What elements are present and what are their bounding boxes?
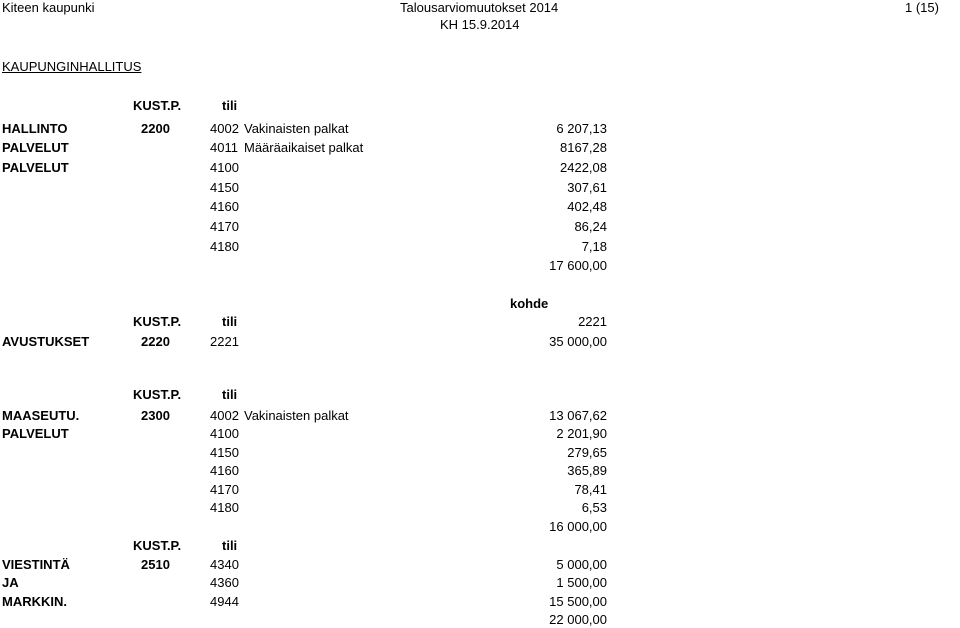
kustp-cell: 2200 [141, 121, 170, 136]
account-cell: 2221 [210, 334, 239, 349]
kustp-cell: 2510 [141, 557, 170, 572]
account-cell: 4180 [210, 239, 239, 254]
block3-total: 16 000,00 [549, 519, 607, 534]
amount-cell: 15 500,00 [549, 594, 607, 609]
amount-cell: 2 201,90 [556, 426, 607, 441]
desc-cell: Vakinaisten palkat [244, 408, 349, 423]
tili-header: tili [222, 387, 238, 402]
block4-total: 22 000,00 [549, 612, 607, 627]
unit-cell: JA [2, 575, 19, 590]
document-title: Talousarviomuutokset 2014 [400, 0, 559, 15]
kustp-header: KUST.P. [133, 98, 182, 113]
desc-cell: Vakinaisten palkat [244, 121, 349, 136]
account-cell: 4360 [210, 575, 239, 590]
kustp-cell: 2220 [141, 334, 170, 349]
unit-cell: HALLINTO [2, 121, 68, 136]
kustp-cell: 2300 [141, 408, 170, 423]
amount-cell: 5 000,00 [556, 557, 607, 572]
account-cell: 4150 [210, 445, 239, 460]
amount-cell: 13 067,62 [549, 408, 607, 423]
account-cell: 4150 [210, 180, 239, 195]
unit-cell: PALVELUT [2, 160, 69, 175]
document-subtitle: KH 15.9.2014 [440, 17, 520, 32]
amount-cell: 7,18 [581, 239, 607, 254]
amount-cell: 78,41 [574, 482, 607, 497]
amount-cell: 86,24 [574, 219, 607, 234]
tili-header: tili [222, 538, 238, 553]
account-cell: 4170 [210, 482, 239, 497]
block1-total: 17 600,00 [549, 258, 607, 273]
amount-cell: 8167,28 [560, 140, 607, 155]
amount-cell: 35 000,00 [549, 334, 607, 349]
account-cell: 4002 [210, 408, 239, 423]
unit-cell: PALVELUT [2, 140, 69, 155]
amount-cell: 402,48 [567, 199, 607, 214]
account-cell: 4170 [210, 219, 239, 234]
unit-cell: MAASEUTU. [2, 408, 80, 423]
account-cell: 4340 [210, 557, 239, 572]
org-name: Kiteen kaupunki [2, 0, 95, 15]
account-cell: 4100 [210, 160, 239, 175]
account-cell: 4180 [210, 500, 239, 515]
amount-cell: 279,65 [567, 445, 607, 460]
unit-cell: MARKKIN. [2, 594, 67, 609]
amount-cell: 307,61 [567, 180, 607, 195]
kustp-header: KUST.P. [133, 314, 182, 329]
amount-cell: 2422,08 [560, 160, 607, 175]
amount-cell: 6 207,13 [556, 121, 607, 136]
account-cell: 4944 [210, 594, 239, 609]
unit-cell: PALVELUT [2, 426, 69, 441]
unit-cell: AVUSTUKSET [2, 334, 90, 349]
account-cell: 4011 [210, 140, 238, 155]
section-title: KAUPUNGINHALLITUS [2, 59, 142, 74]
account-cell: 4100 [210, 426, 239, 441]
amount-cell: 1 500,00 [556, 575, 607, 590]
tili-header: tili [222, 314, 238, 329]
unit-cell: VIESTINTÄ [2, 557, 70, 572]
amount-cell: 365,89 [567, 463, 607, 478]
account-cell: 4160 [210, 463, 239, 478]
kohde-header: kohde [510, 296, 549, 311]
kustp-header: KUST.P. [133, 387, 182, 402]
page-number: 1 (15) [905, 0, 939, 15]
desc-cell: Määräaikaiset palkat [244, 140, 364, 155]
kustp-header: KUST.P. [133, 538, 182, 553]
amount-cell: 6,53 [581, 500, 607, 515]
tili-header: tili [222, 98, 238, 113]
kohde-value: 2221 [578, 314, 607, 329]
account-cell: 4002 [210, 121, 239, 136]
account-cell: 4160 [210, 199, 239, 214]
